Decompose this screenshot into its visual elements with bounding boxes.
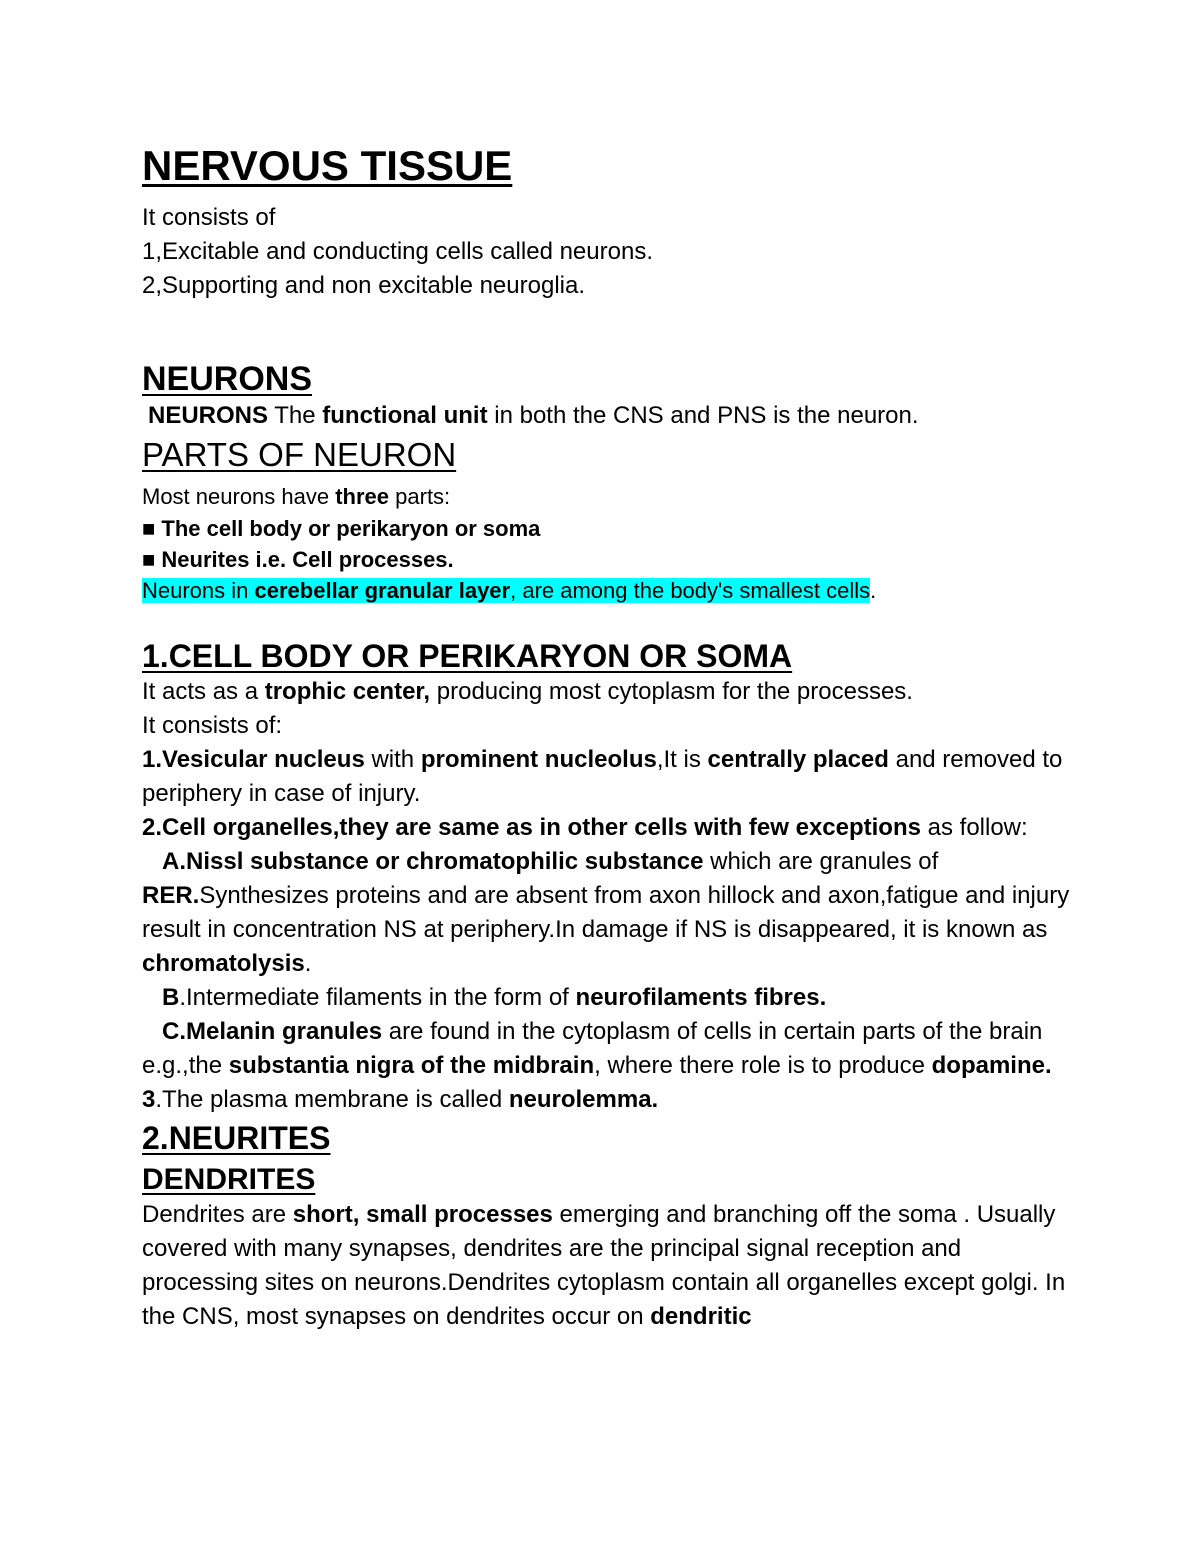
cell-body-heading: 1.CELL BODY OR PERIKARYON OR SOMA (142, 637, 793, 674)
intro-line-3: 2,Supporting and non excitable neuroglia. (142, 271, 585, 299)
highlighted-note: Neurons in cerebellar granular layer, are among the body's smallest cells. (142, 577, 877, 603)
highlight-span: Neurons in cerebellar granular layer, are among the body's smallest cells (142, 577, 871, 603)
cell-body-line-1: It acts as a trophic center, producing most cytoplasm for the processes. (142, 678, 913, 706)
cell-body-item-2: 2.Cell organelles,they are same as in other cells with few exceptions as follow: (142, 814, 1028, 842)
neurons-definition: NEURONS The functional unit in both the CNS and PNS is the neuron. (148, 402, 919, 430)
document-page (142, 140, 1082, 1334)
neurons-heading: NEURONS (142, 359, 313, 398)
page-title: NERVOUS TISSUE (142, 142, 513, 189)
intro-line-2: 1,Excitable and conducting cells called neurons. (142, 237, 653, 265)
cell-body-item-2c: C.Melanin granules are found in the cytoplasm of cells in certain parts of the brain e.g.,the substantia nigra of the midbrain, where there role is to produce dopamine. (142, 1018, 1052, 1080)
dendrites-heading: DENDRITES (142, 1162, 316, 1196)
neurites-heading: 2.NEURITES (142, 1120, 331, 1157)
cell-body-line-2: It consists of: (142, 712, 283, 740)
cell-body-item-3: 3.The plasma membrane is called neurolemma. (142, 1086, 659, 1114)
parts-intro: Most neurons have three parts: (142, 483, 451, 509)
parts-bullet-2: ■ Neurites i.e. Cell processes. (142, 546, 454, 572)
intro-line-1: It consists of (142, 203, 276, 231)
cell-body-item-2a: A.Nissl substance or chromatophilic substance which are granules of RER.Synthesizes proteins and are absent from axon hillock and axon,fatigue and injury result in concentration NS at periphery.In damage if NS is disappeared, it is known as chromatolysis. (142, 848, 1070, 978)
dendrites-paragraph: Dendrites are short, small processes emerging and branching off the soma . Usually covered with many synapses, dendrites are the principal signal reception and processing sites on neurons.Dendrites cytoplasm contain all organelles except golgi. In the CNS, most synapses on dendrites occur on dendritic (142, 1200, 1066, 1330)
cell-body-item-2b: B.Intermediate filaments in the form of neurofilaments fibres. (162, 984, 827, 1012)
parts-heading: PARTS OF NEURON (142, 436, 457, 474)
parts-bullet-1: ■ The cell body or perikaryon or soma (142, 515, 541, 541)
cell-body-item-1: 1.Vesicular nucleus with prominent nucleolus,It is centrally placed and removed to periphery in case of injury. (142, 746, 1063, 808)
